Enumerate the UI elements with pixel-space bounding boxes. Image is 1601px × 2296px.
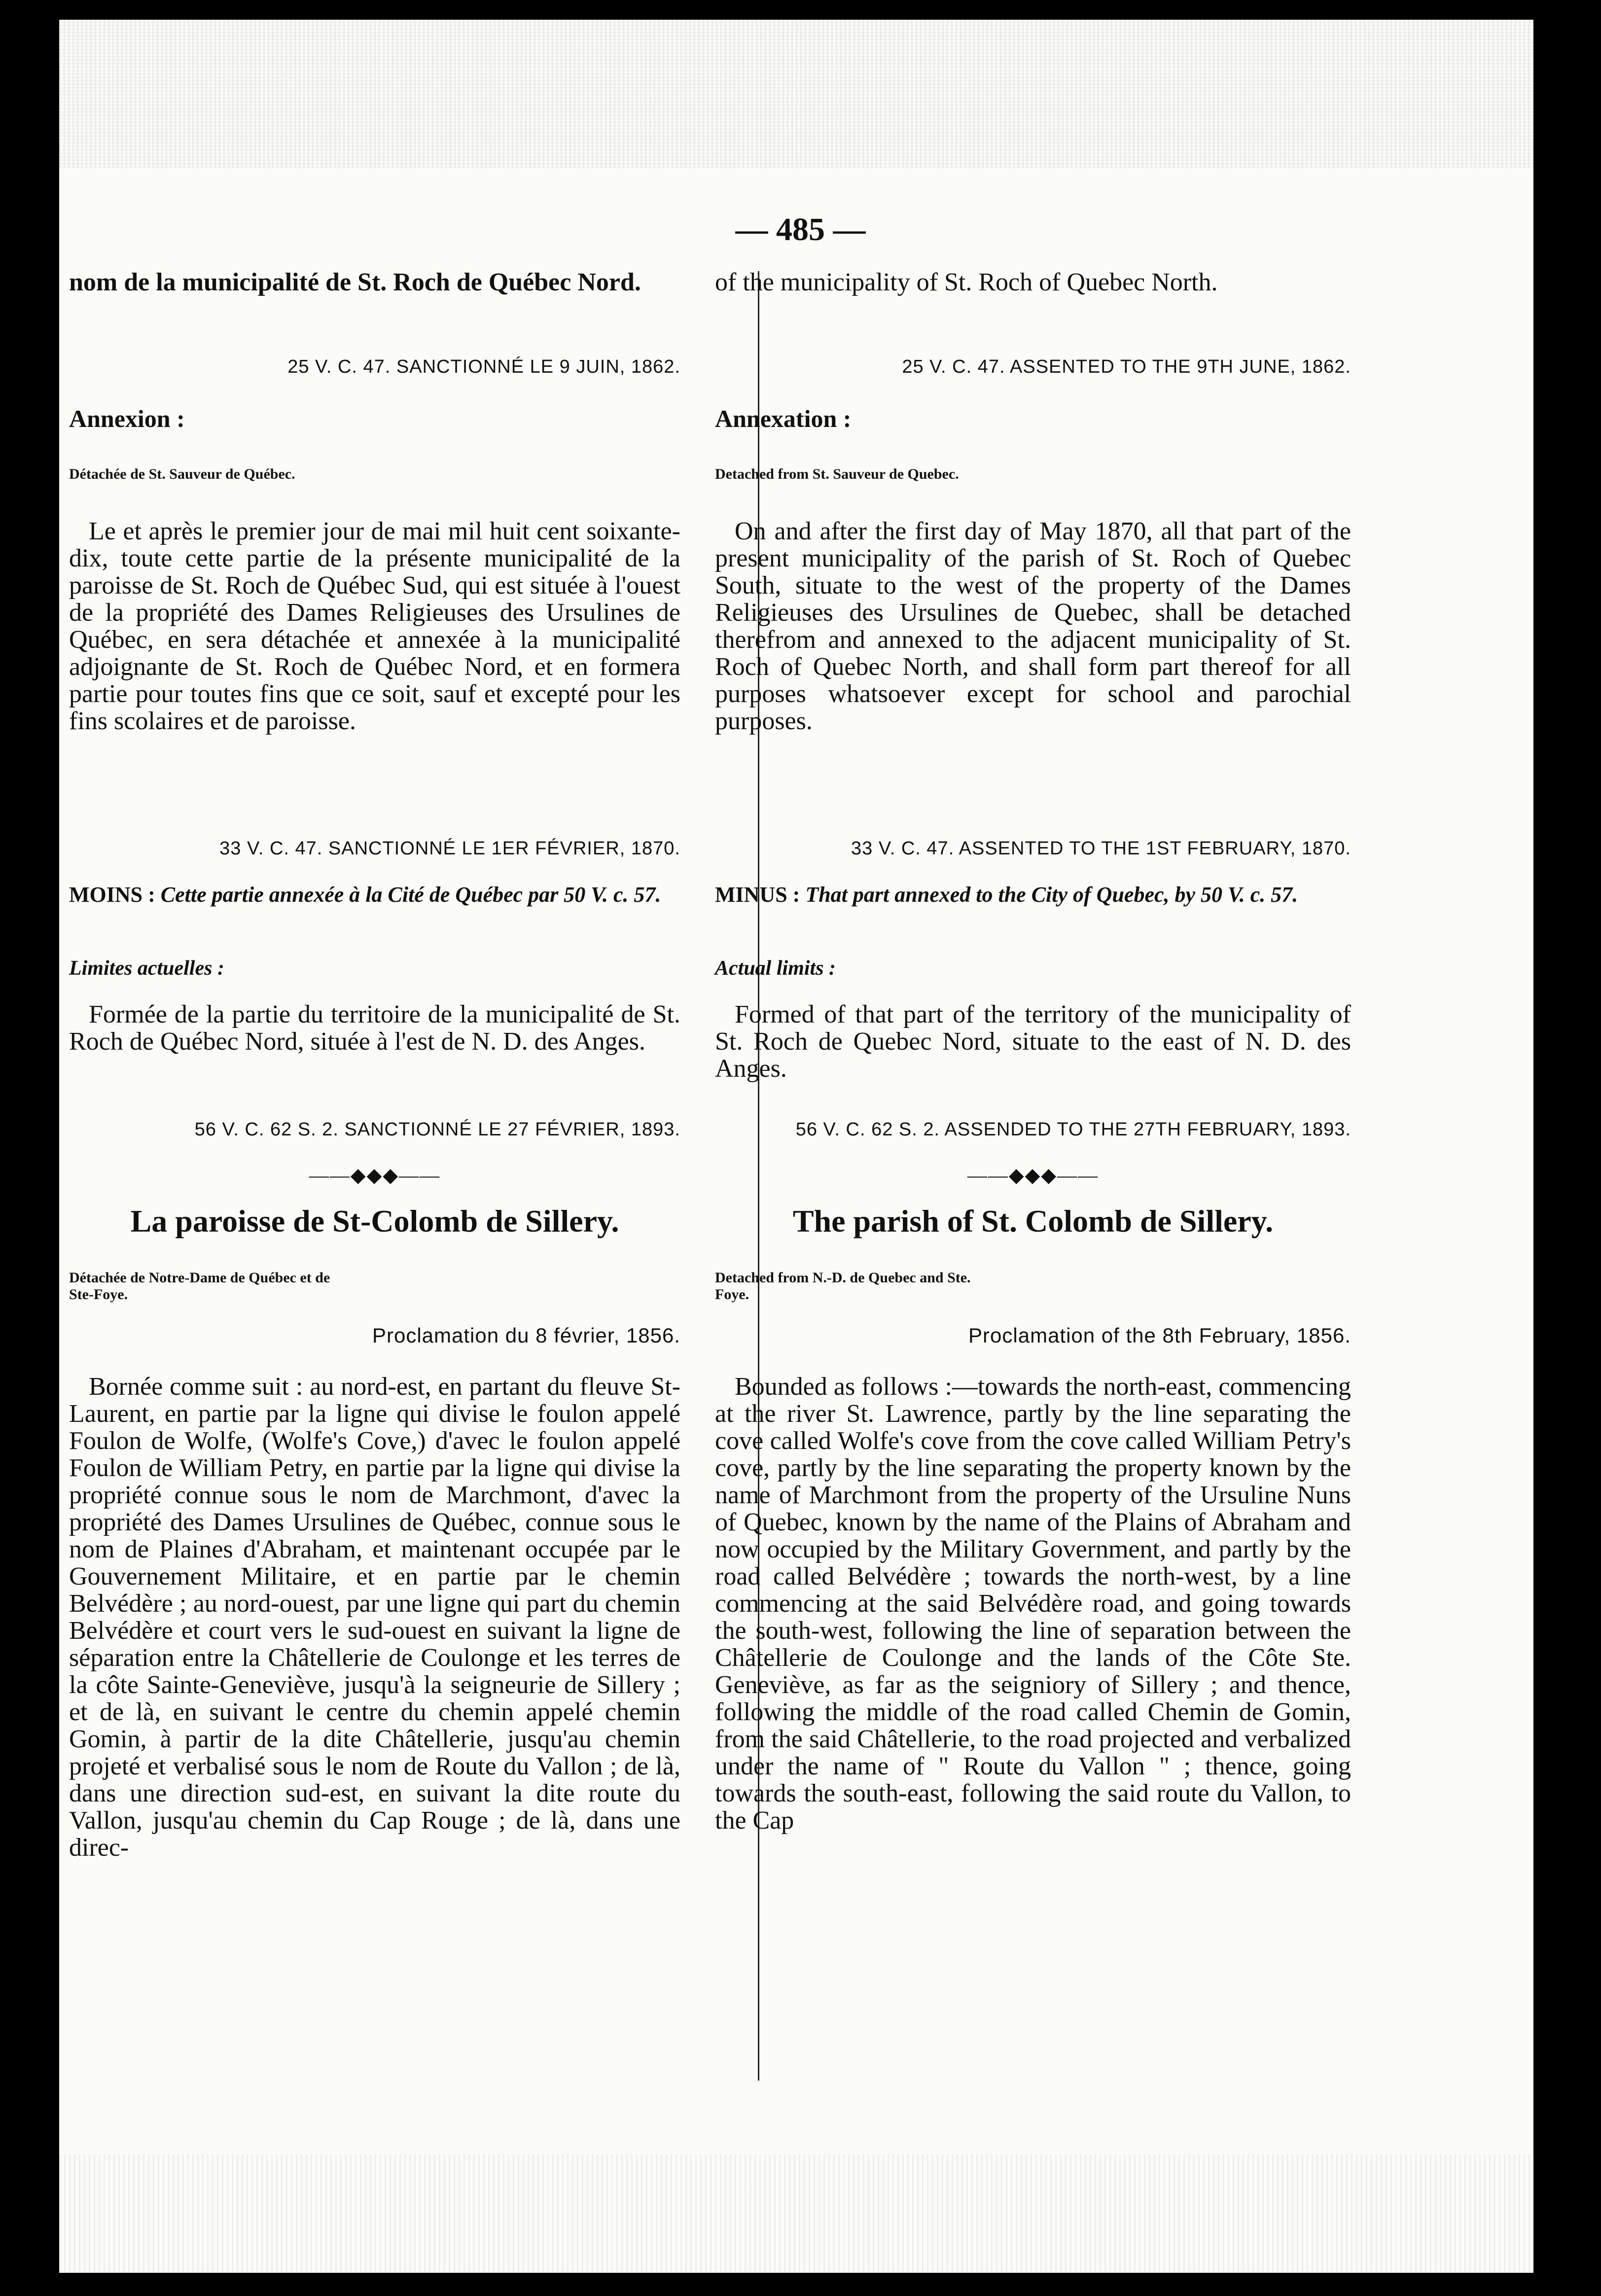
minus-note — [69, 883, 680, 907]
statute-reference: 33 V. C. 47. SANCTIONNÉ LE 1ER FÉVRIER, 1870. — [219, 838, 680, 859]
scan-noise-top — [59, 20, 1533, 168]
section-title: La paroisse de St-Colomb de Sillery. — [130, 1203, 619, 1238]
intro-text: nom de la municipalité de St. Roch de Québec Nord. — [69, 268, 641, 296]
statute-reference: 25 V. C. 47. ASSENTED TO THE 9TH JUNE, 1862. — [902, 356, 1351, 377]
statute-reference: 25 V. C. 47. SANCTIONNÉ LE 9 JUIN, 1862. — [287, 356, 680, 377]
limits-paragraph: Formed of that part of the territory of the municipality of St. Roch de Quebec Nord, situate to the east of N. D. des Anges. — [715, 1000, 1351, 1083]
proclamation-line: Proclamation of the 8th February, 1856. — [968, 1324, 1351, 1347]
minus-label: MINUS : — [715, 883, 800, 907]
section-heading-annexation: Annexation : — [715, 405, 852, 432]
page-number: — 485 — — [735, 212, 866, 247]
minus-text: Cette partie annexée à la Cité de Québec par 50 V. c. 57. — [160, 883, 661, 907]
statute-reference: 56 V. C. 62 S. 2. SANCTIONNÉ LE 27 FÉVRIER, 1893. — [194, 1119, 680, 1140]
side-note: Détachée de St. Sauveur de Québec. — [69, 466, 295, 482]
scan-noise-bottom — [59, 2155, 1533, 2273]
side-note: Detached from St. Sauveur de Quebec. — [715, 466, 959, 482]
minus-label: MOINS : — [69, 883, 155, 907]
side-note: Detached from N.-D. de Quebec and Ste. Foye. — [715, 1270, 971, 1303]
side-note: Détachée de Notre-Dame de Québec et de Ste-Foye. — [69, 1270, 330, 1303]
limits-heading: Actual limits : — [715, 957, 836, 980]
ornament-divider: ——◆◆◆—— — [967, 1164, 1099, 1186]
statute-reference: 33 V. C. 47. ASSENTED TO THE 1ST FEBRUARY, 1870. — [851, 838, 1351, 859]
ornament-divider: ——◆◆◆—— — [309, 1164, 441, 1186]
proclamation-line: Proclamation du 8 février, 1856. — [372, 1324, 680, 1347]
statute-reference: 56 V. C. 62 S. 2. ASSENDED TO THE 27TH FEBRUARY, 1893. — [795, 1119, 1351, 1140]
annexion-paragraph: Le et après le premier jour de mai mil huit cent soixante-dix, toute cette partie de la présente municipalité de la paroisse de St. Roch de Québec Sud, qui est située à l'ouest de la propriété des Dames Religieuses des Ursulines de Québec, en sera détachée et annexée à la municipalité adjoignante de St. Roch de Québec Nord, et en formera partie pour toutes fins que ce soit, sauf et excepté pour les fins scolaires et de paroisse. — [69, 517, 680, 735]
section-heading-annexion: Annexion : — [69, 405, 185, 432]
limits-heading: Limites actuelles : — [69, 957, 224, 980]
boundaries-paragraph: Bornée comme suit : au nord-est, en partant du fleuve St-Laurent, en partie par la ligne qui divise le foulon appelé Foulon de Wolfe, (Wolfe's Cove,) d'avec le foulon appelé Foulon de William Petry, en partie par la ligne qui divise la propriété connue sous le nom de Marchmont, d'avec la propriété des Dames Ursulines de Québec, connue sous le nom de Plaines d'Abraham, et maintenant occupée par le Gouvernement Militaire, et en partie par le chemin Belvédère ; au nord-ouest, par une ligne qui part du chemin Belvédère et court vers le sud-ouest en suivant la ligne de séparation entre la Châtellerie de Coulonge et les terres de la côte Sainte-Geneviève, jusqu'à la seigneurie de Sillery ; et de là, en suivant le centre du chemin appelé chemin Gomin, à partir de la dite Châtellerie, jusqu'au chemin projeté et verbalisé sous le nom de Route du Vallon ; de là, dans une direction sud-est, en suivant la dite route du Vallon, jusqu'au chemin du Cap Rouge ; de là, dans une direc- — [69, 1373, 680, 1862]
boundaries-paragraph: Bounded as follows :—towards the north-east, commencing at the river St. Lawrence, partly by the line separating the cove called Wolfe's cove from the cove called William Petry's cove, partly by the line separating the property known by the name of Marchmont from the property of the Ursuline Nuns of Quebec, known by the name of the Plains of Abraham and now occupied by the Military Government, and partly by the road called Belvédère ; towards the north-west, by a line commencing at the said Belvédère road, and going towards the south-west, following the line of separation between the Châtellerie de Coulonge and the lands of the Côte Ste. Geneviève, as far as the seigniory of Sillery ; and thence, following the middle of the road called Chemin de Gomin, from the said Châtellerie, to the road projected and verbalized under the name of " Route du Vallon " ; thence, going towards the south-east, following the said route du Vallon, to the Cap — [715, 1373, 1351, 1835]
intro-text: of the municipality of St. Roch of Quebec North. — [715, 268, 1218, 296]
section-title: The parish of St. Colomb de Sillery. — [792, 1203, 1274, 1238]
limits-paragraph: Formée de la partie du territoire de la municipalité de St. Roch de Québec Nord, située à l'est de N. D. des Anges. — [69, 1000, 680, 1056]
minus-note — [715, 883, 1351, 907]
minus-text: That part annexed to the City of Quebec, by 50 V. c. 57. — [805, 883, 1298, 907]
annexation-paragraph: On and after the first day of May 1870, all that part of the present municipality of the parish of St. Roch of Quebec South, situate to the west of the property of the Dames Religieuses des Ursulines de Quebec, shall be detached therefrom and annexed to the adjacent municipality of St. Roch of Quebec North, and shall form part thereof for all purposes whatsoever except for school and parochial purposes. — [715, 517, 1351, 735]
